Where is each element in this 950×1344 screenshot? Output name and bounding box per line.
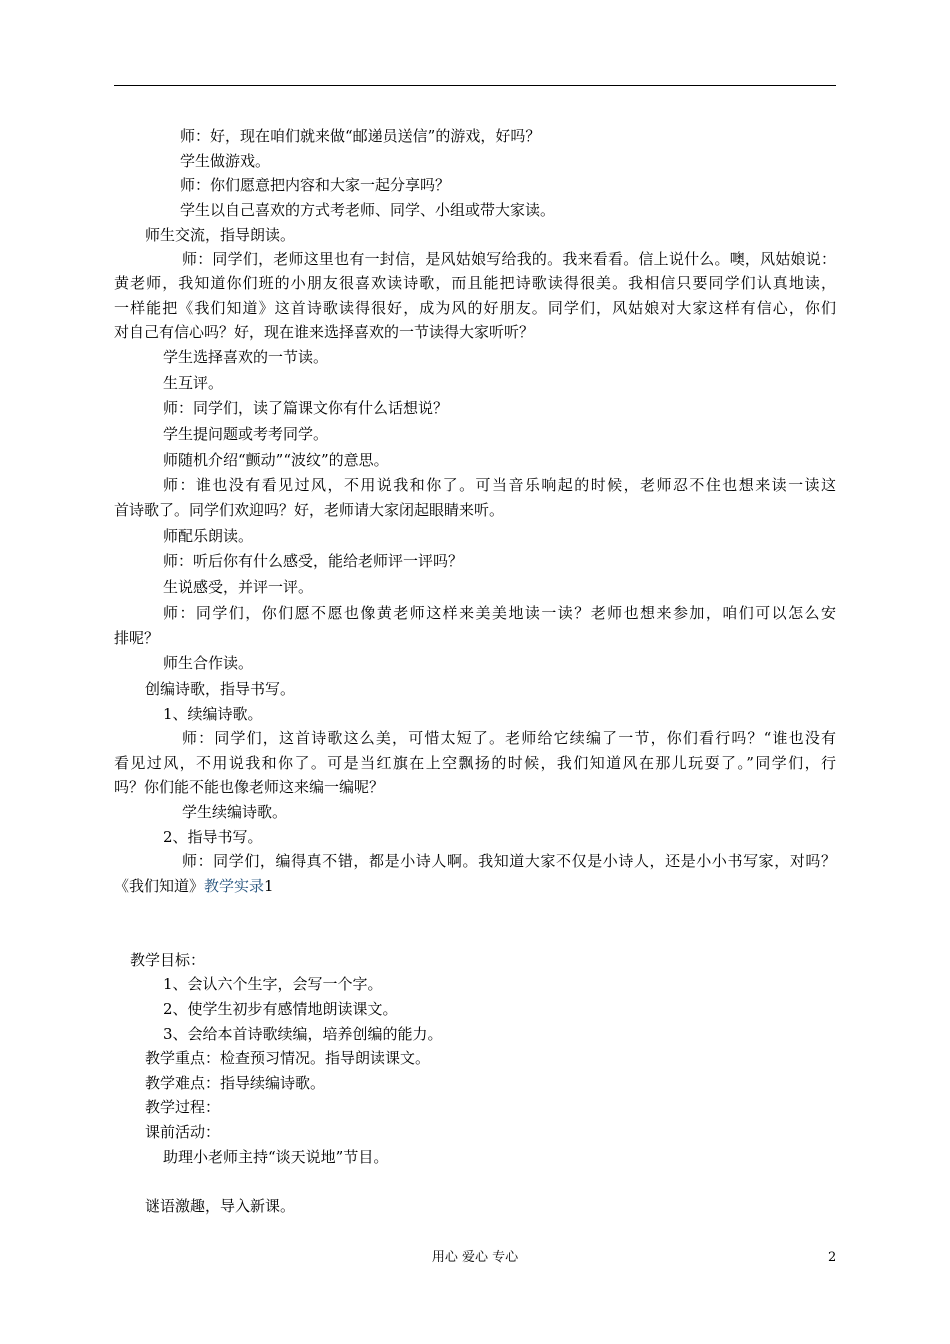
text-line: 师生交流，指导朗读。 bbox=[145, 226, 296, 244]
text-line: 生说感受，并评一评。 bbox=[163, 578, 314, 596]
lesson-title-name: 《我们知道》 bbox=[114, 877, 205, 895]
text-line: 师生合作读。 bbox=[163, 654, 254, 672]
text-line: 师随机介绍“颤动”“波纹”的意思。 bbox=[163, 451, 389, 469]
text-line: 首诗歌了。同学们欢迎吗？好，老师请大家闭起眼睛来听。 bbox=[114, 501, 505, 519]
text-line: 师：同学们，这首诗歌这么美，可惜太短了。老师给它续编了一节，你们看行吗？“谁也没有 bbox=[182, 729, 836, 747]
text-line: 学生做游戏。 bbox=[180, 152, 271, 170]
pre-class-activity: 助理小老师主持“谈天说地”节目。 bbox=[163, 1148, 389, 1166]
text-line: 师：你们愿意把内容和大家一起分享吗？ bbox=[180, 176, 451, 194]
text-line: 师：同学们，读了篇课文你有什么话想说？ bbox=[163, 399, 449, 417]
text-line: 学生选择喜欢的一节读。 bbox=[163, 348, 329, 366]
text-line: 创编诗歌，指导书写。 bbox=[145, 680, 296, 698]
text-line: 黄老师，我知道你们班的小朋友很喜欢读诗歌，而且能把诗歌读得很美。我相信只要同学们认真地读， bbox=[114, 274, 836, 292]
text-line: 师：同学们，你们愿不愿也像黄老师这样来美美地读一读？老师也想来参加，咱们可以怎么安 bbox=[163, 604, 836, 622]
text-line: 学生续编诗歌。 bbox=[182, 803, 288, 821]
difficulty: 教学难点：指导续编诗歌。 bbox=[145, 1074, 326, 1092]
text-line: 师配乐朗读。 bbox=[163, 527, 254, 545]
lesson-title bbox=[114, 877, 274, 895]
text-line: 排呢？ bbox=[114, 629, 160, 647]
text-line: 对自己有信心吗？好，现在谁来选择喜欢的一节读得大家听听？ bbox=[114, 323, 535, 341]
text-line: 师：听后你有什么感受，能给老师评一评吗？ bbox=[163, 552, 464, 570]
lesson-title-number: 1 bbox=[264, 877, 274, 895]
text-line: 学生以自己喜欢的方式考老师、同学、小组或带大家读。 bbox=[180, 201, 556, 219]
process-heading: 教学过程： bbox=[145, 1098, 221, 1116]
goals-heading: 教学目标： bbox=[130, 951, 206, 969]
text-line: 1、续编诗歌。 bbox=[163, 705, 263, 723]
header-rule bbox=[114, 85, 836, 86]
goal-item: 1、会认六个生字，会写一个字。 bbox=[163, 975, 383, 993]
intro-line: 谜语激趣，导入新课。 bbox=[145, 1197, 296, 1215]
text-line: 师：同学们，老师这里也有一封信，是风姑娘写给我的。我来看看。信上说什么。噢，风姑娘说： bbox=[182, 250, 836, 268]
page-number: 2 bbox=[828, 1250, 837, 1265]
text-line: 吗？你们能不能也像老师这来编一编呢？ bbox=[114, 778, 385, 796]
text-line: 2、指导书写。 bbox=[163, 828, 263, 846]
text-line: 一样能把《我们知道》这首诗歌读得很好，成为风的好朋友。同学们，风姑娘对大家这样有信心，你们 bbox=[114, 299, 836, 317]
text-line: 生互评。 bbox=[163, 374, 224, 392]
footer-motto: 用心 爱心 专心 bbox=[431, 1250, 519, 1265]
lesson-title-label: 教学实录 bbox=[204, 877, 265, 895]
text-line: 学生提问题或考考同学。 bbox=[163, 425, 329, 443]
goal-item: 3、会给本首诗歌续编，培养创编的能力。 bbox=[163, 1025, 443, 1043]
goal-item: 2、使学生初步有感情地朗读课文。 bbox=[163, 1000, 398, 1018]
text-line: 看见过风，不用说我和你了。可是当红旗在上空飘扬的时候，我们知道风在那儿玩耍了。”同学们，行 bbox=[114, 754, 836, 772]
key-point: 教学重点：检查预习情况。指导朗读课文。 bbox=[145, 1049, 431, 1067]
text-line: 师：谁也没有看见过风，不用说我和你了。可当音乐响起的时候，老师忍不住也想来读一读这 bbox=[163, 476, 836, 494]
pre-class-heading: 课前活动： bbox=[145, 1123, 221, 1141]
text-line: 师：好，现在咱们就来做“邮递员送信”的游戏，好吗？ bbox=[180, 127, 541, 145]
text-line: 师：同学们，编得真不错，都是小诗人啊。我知道大家不仅是小诗人，还是小小书写家，对吗？ bbox=[182, 852, 836, 870]
